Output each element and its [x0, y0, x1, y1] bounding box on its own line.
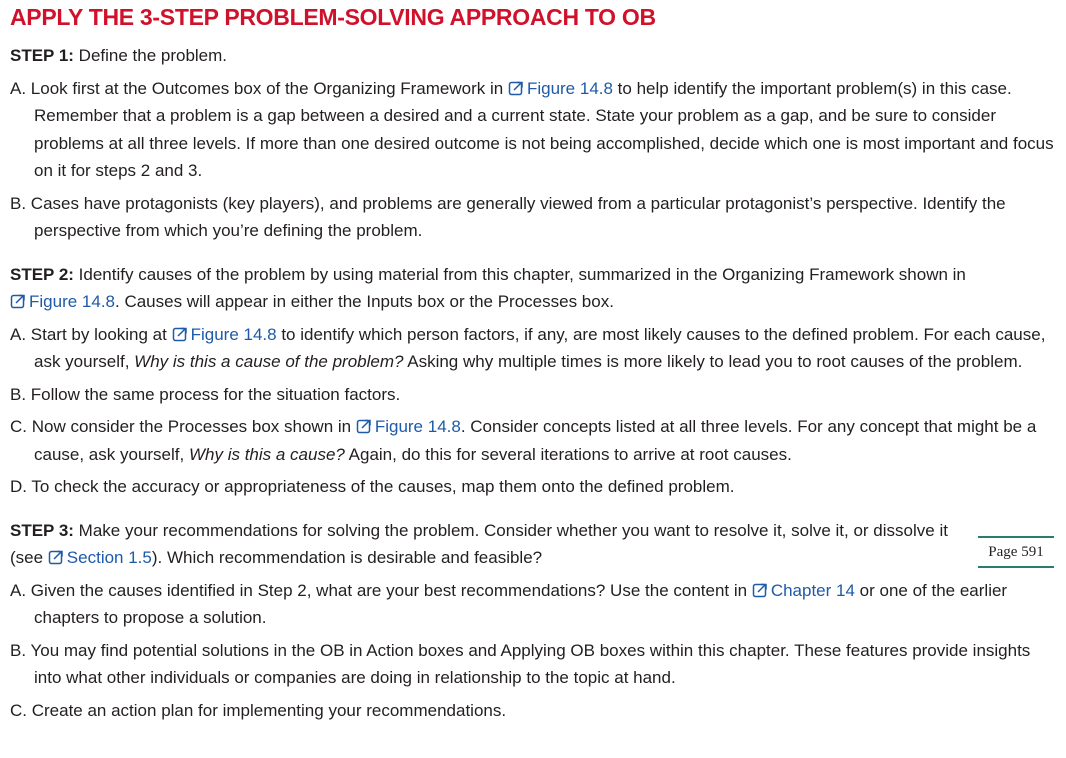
external-link-icon: [508, 80, 524, 96]
step3-heading: STEP 3: Make your recommendations for solving the problem. Consider whether you want to resolve it, solve it, or dissolve it (see Section 1.5). Which recommendation is desirable and feasible?: [10, 520, 948, 567]
figure-link[interactable]: Figure 14.8: [356, 417, 461, 436]
document-body: [10, 0, 1056, 724]
section-link[interactable]: Section 1.5: [48, 548, 152, 567]
step3-item-a: A. Given the causes identified in Step 2, what are your best recommendations? Use the content in Chapter 14 or one of the earlier chapters to propose a solution.: [10, 580, 1008, 627]
step3-item-c: C. Create an action plan for implementing your recommendations.: [10, 700, 507, 720]
external-link-icon: [356, 418, 372, 434]
page-title: APPLY THE 3-STEP PROBLEM-SOLVING APPROACH TO OB: [10, 4, 656, 30]
external-link-icon: [10, 293, 26, 309]
step2-item-c: C. Now consider the Processes box shown in Figure 14.8. Consider concepts listed at all three levels. For any concept that might be a cause, ask yourself, Why is this a cause? Again, do this for several iterations to arrive at root causes.: [10, 417, 1037, 464]
step1-item-a: A. Look first at the Outcomes box of the Organizing Framework in Figure 14.8 to help identify the important problem(s) in this case. Remember that a problem is a gap between a desired and a current state. State your problem as a gap, and be sure to consider problems at all three levels. If more than one desired outcome is not being accomplished, decide which one is most important and focus on it for steps 2 and 3.: [10, 78, 1054, 180]
step3-item-b: B. You may find potential solutions in the OB in Action boxes and Applying OB boxes within this chapter. These features provide insights into what other individuals or companies are doing in relationship to the topic at hand.: [10, 640, 1031, 687]
step2-label: STEP 2:: [10, 264, 74, 284]
page-number-marker: Page 591: [978, 536, 1054, 568]
step3-label: STEP 3:: [10, 520, 74, 540]
step2-item-d: D. To check the accuracy or appropriateness of the causes, map them onto the defined problem.: [10, 477, 735, 496]
step2-heading: STEP 2: Identify causes of the problem by using material from this chapter, summarized in the Organizing Framework shown in Figure 14.8. Causes will appear in either the Inputs box or the Processes box.: [10, 264, 966, 311]
step1-item-b: B. Cases have protagonists (key players), and problems are generally viewed from a particular protagonist’s perspective. Identify the perspective from which you’re defining the problem.: [10, 193, 1006, 240]
figure-link[interactable]: Figure 14.8: [172, 325, 277, 344]
figure-link[interactable]: Figure 14.8: [10, 292, 115, 311]
chapter-link[interactable]: Chapter 14: [752, 581, 855, 600]
figure-link[interactable]: Figure 14.8: [508, 79, 613, 98]
step2-item-b: B. Follow the same process for the situation factors.: [10, 384, 401, 404]
external-link-icon: [172, 326, 188, 342]
step1-label: STEP 1:: [10, 46, 74, 65]
external-link-icon: [48, 549, 64, 565]
step1-heading: STEP 1: Define the problem.: [10, 46, 228, 65]
external-link-icon: [752, 582, 768, 598]
step2-item-a: A. Start by looking at Figure 14.8 to identify which person factors, if any, are most likely causes to the defined problem. For each cause, ask yourself, Why is this a cause of the problem? Asking why multiple times is more likely to lead you to root causes of the problem.: [10, 324, 1046, 371]
